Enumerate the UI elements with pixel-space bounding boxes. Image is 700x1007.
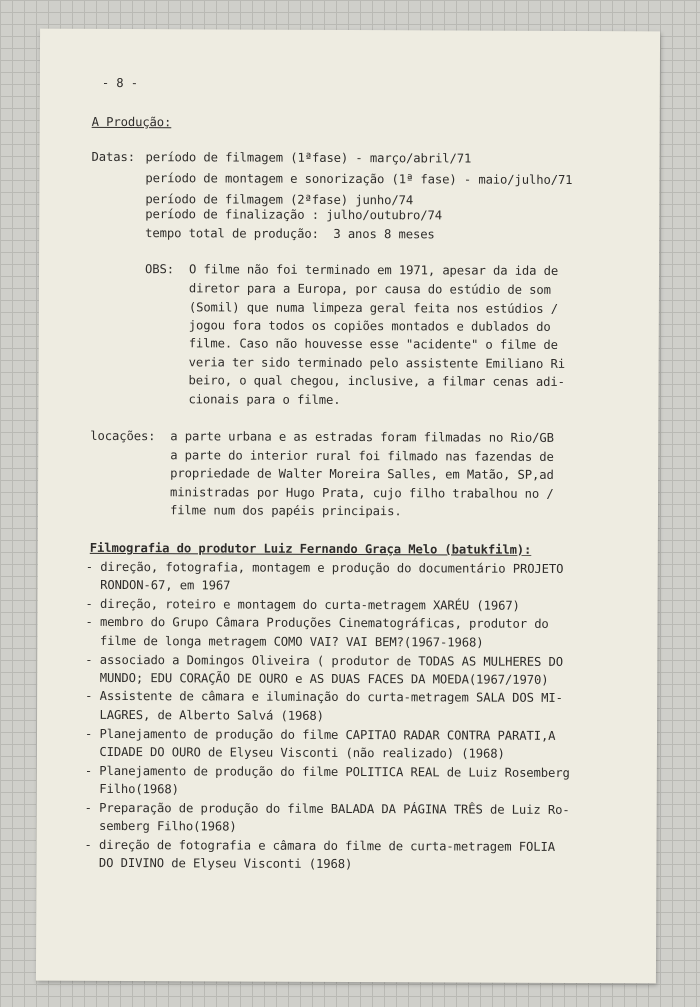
datas-label: Datas: (91, 149, 135, 165)
filmografia-line: DO DIVINO de Elyseu Visconti (1968) (84, 855, 353, 872)
filmografia-line: CIDADE DO OURO de Elyseu Visconti (não realizado) (1968) (84, 744, 505, 761)
filmografia-line: - Assistente de câmara e iluminação do curta-metragem SALA DOS MI- (85, 688, 563, 705)
filmografia-line: LAGRES, de Alberto Salvá (1968) (85, 707, 324, 723)
filmografia-line: - Preparação de produção do filme BALADA DA PÁGINA TRÊS de Luiz Ro- (84, 800, 570, 817)
obs-line: jogou fora todos os copiões montados e dublados do (188, 318, 551, 334)
obs-line: (Somil) que numa limpeza geral feita nos estúdios / (188, 300, 559, 316)
obs-line: cionais para o filme. (188, 392, 341, 407)
locacoes-line: filme num dos papéis principais. (169, 503, 402, 519)
datas-line: período de filmagem (1ªfase) - março/abril/71 (145, 150, 472, 166)
document-page (36, 29, 660, 984)
datas-line: tempo total de produção: 3 anos 8 meses (145, 226, 435, 242)
filmografia-line: - direção, fotografia, montagem e produção do documentário PROJETO (85, 559, 564, 576)
filmografia-line: - Planejamento de produção do filme POLITICA REAL de Luiz Rosemberg (84, 763, 570, 780)
filmografia-line: - associado a Domingos Oliveira ( produtor de TODAS AS MULHERES DO (85, 652, 564, 669)
filmografia-line: MUNDO; EDU CORAÇÃO DE OURO e AS DUAS FACES DA MOEDA(1967/1970) (85, 670, 549, 687)
section-title: A Produção: (91, 114, 172, 130)
locacoes-line: propriedade de Walter Moreira Salles, em Matão, SP,ad (170, 466, 554, 482)
page-number: - 8 - (101, 75, 139, 91)
datas-line: período de filmagem (2ªfase) junho/74 (145, 192, 414, 208)
locacoes-line: ministradas por Hugo Prata, cujo filho trabalhou no / (170, 485, 554, 501)
filmografia-line: Filho(1968) (84, 781, 179, 797)
filmografia-heading: Filmografia do produtor Luiz Fernando Graça Melo (batukfilm): (89, 540, 532, 557)
datas-line: período de finalização : julho/outubro/74 (145, 207, 443, 223)
filmografia-line: - direção de fotografia e câmara do filme de curta-metragem FOLIA (84, 837, 555, 854)
obs-line: beiro, o qual chegou, inclusive, a filmar cenas adi- (188, 373, 565, 389)
obs-line: filme. Caso não houvesse esse "acidente" o filme de (188, 336, 558, 352)
filmografia-line: - membro do Grupo Câmara Produções Cinematográficas, produtor do (85, 614, 549, 631)
obs-label: OBS: (145, 262, 175, 277)
filmografia-line: semberg Filho(1968) (84, 818, 237, 834)
datas-line: período de montagem e sonorização (1ª fase) - maio/julho/71 (145, 171, 573, 187)
filmografia-line: RONDON-67, em 1967 (85, 577, 231, 593)
obs-line: diretor para a Europa, por causa do estúdio de som (188, 281, 551, 297)
locacoes-line: a parte do interior rural foi filmado nas fazendas de (170, 448, 554, 464)
obs-line: O filme não foi terminado em 1971, apesar da ida de (189, 262, 559, 278)
obs-line: veria ter sido terminado pelo assistente Emiliano Ri (188, 355, 566, 371)
filmografia-line: filme de longa metragem COMO VAI? VAI BEM?(1967-1968) (85, 633, 484, 650)
filmografia-line: - Planejamento de produção do filme CAPITAO RADAR CONTRA PARATI,A (84, 726, 556, 743)
locacoes-label: locações: (90, 428, 156, 444)
filmografia-line: - direção, roteiro e montagem do curta-metragem XARÉU (1967) (85, 596, 520, 613)
locacoes-line: a parte urbana e as estradas foram filmadas no Rio/GB (170, 429, 554, 445)
